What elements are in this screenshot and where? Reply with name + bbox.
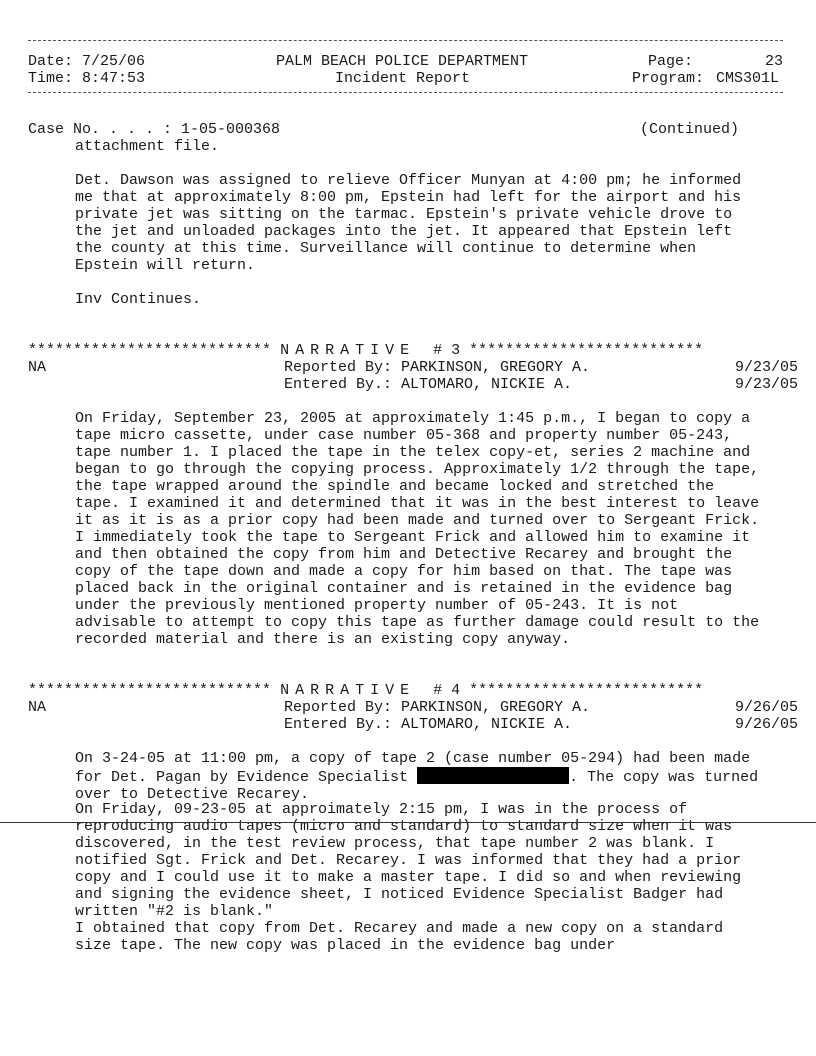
banner-number: # 3: [433, 342, 461, 359]
narrative-4-entered-date: 9/26/05: [734, 716, 798, 733]
p1-before-text: On 3-24-05 at 11:00 pm, a copy of tape 2 (case number 05-294) had been made for Det. Pagan by Evidence Specialist: [75, 750, 751, 786]
narrative-3-reported-date: 9/23/05: [734, 359, 798, 376]
narrative-4-banner: [28, 682, 798, 699]
banner-number: # 4: [433, 682, 461, 699]
narrative-3-paragraph: On Friday, September 23, 2005 at approximately 1:45 p.m., I began to copy a tape micro cassette, under case number 05-368 and property number 05-243, tape number 1. I placed the tape in the telex copy-et, series 2 machine and began to go through the copying process. Approximately 1/2 through the tape, the tape wrapped around the spindle and became locked and stretched the tape. I examined it and determined that it was in the best interest to leave it as it is as a prior copy had been made and turned over to Sergeant Frick. I immediately took the tape to Sergeant Frick and allowed him to examine it and then obtained the copy from him and Detective Recarey and brought the copy of the tape down and made a copy for him based on that. The tape was placed back in the original container and is retained in the evidence bag under the previously mentioned property number of 05-243. It is not advisable to attempt to copy this tape as further damage could result to the recorded material and there is an existing copy anyway.: [75, 410, 760, 648]
carryover-text: attachment file.: [75, 138, 220, 155]
time-label: Time:: [28, 70, 74, 87]
narrative-4-reported-date: 9/26/05: [734, 699, 798, 716]
narrative-4-paragraph-3: I obtained that copy from Det. Recarey and made a new copy on a standard size tape. The new copy was placed in the evidence bag under: [75, 920, 724, 954]
narrative-3-banner: [28, 342, 798, 359]
header-top-rule: [28, 40, 783, 41]
header-bottom-rule: [28, 92, 783, 93]
program-label: Program:: [632, 70, 705, 87]
continued-note: (Continued): [640, 121, 740, 138]
banner-stars-left: ***************************: [28, 342, 272, 359]
date-value: 7/25/06: [82, 53, 146, 70]
time-value: 8:47:53: [82, 70, 146, 87]
narrative-3-entered-date: 9/23/05: [734, 376, 798, 393]
banner-title: NARRATIVE: [280, 682, 416, 699]
narrative-4-paragraph-1: [75, 750, 765, 803]
narrative-4-entered-by: Entered By.: ALTOMARO, NICKIE A.: [284, 716, 573, 733]
strikethrough-line: [0, 822, 816, 823]
department-name: PALM BEACH POLICE DEPARTMENT: [276, 53, 529, 70]
surveillance-paragraph: Det. Dawson was assigned to relieve Officer Munyan at 4:00 pm; he informed me that at approximately 8:00 pm, Epstein had left for the airport and his private jet was sitting on the tarmac. Epstein's private vehicle drove to the jet and unloaded packages into the jet. It appeared that Epstein left the county at this time. Surveillance will continue to determine when Epstein will return.: [75, 172, 742, 274]
banner-stars-right: **************************: [469, 342, 704, 359]
redaction-block: [417, 767, 569, 784]
page-number: 23: [764, 53, 783, 70]
narrative-3-reported-by: Reported By: PARKINSON, GREGORY A.: [284, 359, 591, 376]
narrative-4-reported-by: Reported By: PARKINSON, GREGORY A.: [284, 699, 591, 716]
narrative-3-code: NA: [28, 359, 47, 376]
date-label: Date:: [28, 53, 74, 70]
page-label: Page:: [648, 53, 694, 70]
banner-stars-left: ***************************: [28, 682, 272, 699]
inv-continues: Inv Continues.: [75, 291, 202, 308]
program-value: CMS301L: [716, 70, 780, 87]
narrative-3-entered-by: Entered By.: ALTOMARO, NICKIE A.: [284, 376, 573, 393]
case-number: Case No. . . . : 1-05-000368: [28, 121, 281, 138]
banner-stars-right: **************************: [469, 682, 704, 699]
p1-after-text: . The copy was turned over to Detective Recarey.: [75, 769, 759, 803]
report-type: Incident Report: [335, 70, 471, 87]
banner-title: NARRATIVE: [280, 342, 416, 359]
narrative-4-code: NA: [28, 699, 47, 716]
narrative-4-paragraph-2: On Friday, 09-23-05 at approimately 2:15 pm, I was in the process of reproducing audio tapes (micro and standard) to standard size when it was discovered, in the test review process, that tape number 2 was blank. I notified Sgt. Frick and Det. Recarey. I was informed that they had a prior copy and I could use it to make a master tape. I did so and when reviewing and signing the evidence sheet, I noticed Evidence Specialist Badger had written "#2 is blank.": [75, 801, 742, 920]
